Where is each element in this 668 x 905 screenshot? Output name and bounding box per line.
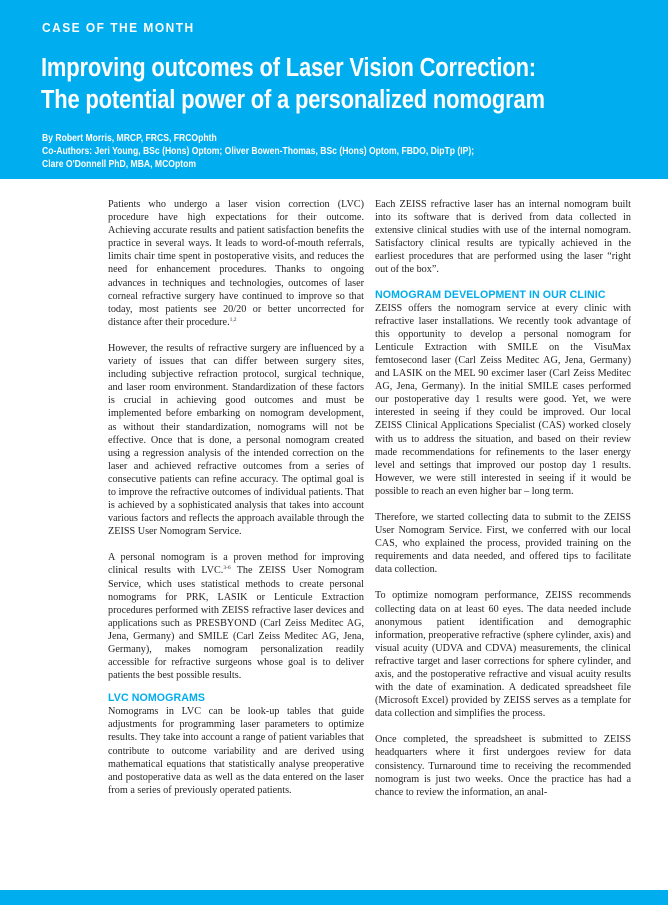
subhead-nomogram-development: NOMOGRAM DEVELOPMENT IN OUR CLINIC — [375, 288, 606, 301]
article-title-line-1: Improving outcomes of Laser Vision Correction: — [41, 54, 536, 82]
subhead-lvc-nomograms: LVC NOMOGRAMS — [108, 692, 206, 705]
paragraph-personal-nomogram — [108, 551, 364, 682]
article-title — [41, 52, 545, 116]
paragraph-clinic-development: ZEISS offers the nomogram service at every clinic with refractive laser installations. We recently took advantage of this opportunity to develop a personal nomogram for Lenticule Extraction with SMILE on the VisuMax femtosecond laser (Carl Zeiss Meditec AG, Jena, Germany) and LASIK on the MEL 90 excimer laser (Carl Zeiss Meditec AG, Jena, Germany). In the initial SMILE cases performed our postoperative day 1 results were good. Yet, we were interested in seeing if they could be improved. Our local ZEISS Clinical Applications Specialist (CAS) worked closely with us to address the situation, and based on their review made recommendations for refinements to the laser energy level and settings that improved our postop day 1 results. However, we were still interested in seeing if it would be possible to reach an even higher bar – long term. — [375, 302, 631, 497]
byline-coauthors-2: Clare O'Donnell PhD, MBA, MCOptom — [42, 159, 196, 171]
byline-coauthors-1: Co-Authors: Jeri Young, BSc (Hons) Optom; Oliver Bowen-Thomas, BSc (Hons) Optom, FBDO, DipTp (IP); — [42, 146, 475, 158]
byline — [42, 132, 474, 172]
left-column — [108, 198, 364, 797]
byline-author: By Robert Morris, MRCP, FRCS, FRCOphth — [42, 133, 217, 144]
paragraph-intro — [108, 198, 364, 329]
paragraph-data-collection: Therefore, we started collecting data to submit to the ZEISS User Nomogram Service. First, we conferred with our local CAS, who explained the process, provided training on the requirements and data needed, and offered tips to facilitate data collection. — [375, 511, 631, 576]
paragraph-internal-nomogram: Each ZEISS refractive laser has an internal nomogram built into its software that is derived from data collected in extensive clinical studies with use of the internal nomogram. Satisfactory clinical results are typically achieved in the earliest procedures that are performed using the laser “right out of the box”. — [375, 199, 631, 276]
paragraph-intro-text: Patients who undergo a laser vision correction (LVC) procedure have high expectations for their outcome. Achieving accurate results and patient satisfaction benefits the practice in several ways. It leads to word-of-mouth referrals, limits chair time spent in postoperative visits, and reduces the need for enhancement procedures. Thanks to ongoing advances in techniques and technologies, outcomes of laser corneal refractive surgery have continued to improve so that today, most patients see 20/20 or better uncorrected for distance after their procedure. — [108, 199, 364, 328]
paragraph-personal-nomogram-text-a: A personal nomogram is a proven method for improving clinical results with LVC. — [108, 552, 364, 577]
section-kicker: CASE OF THE MONTH — [42, 20, 195, 35]
paragraph-submission: Once completed, the spreadsheet is submitted to ZEISS headquarters where it first undergoes review for data consistency. Turnaround time to receiving the recommended nomogram is just two weeks. Once the practice has had a chance to review the information, an anal- — [375, 734, 631, 798]
right-column — [375, 198, 631, 799]
article-title-line-2: The potential power of a personalized nomogram — [41, 86, 545, 114]
reference-marker: 1,2 — [229, 316, 237, 323]
paragraph-influences: However, the results of refractive surgery are influenced by a variety of issues that can differ between surgery sites, including subjective refraction protocol, surgical technique, and laser room environment. Standardization of these factors is crucial in achieving good outcomes and must be implemented before embarking on nomogram development, as without their standardization, nomograms will not be effective. Once that is done, a personal nomogram created using a regression analysis of the intended correction on the laser and achieved refractive outcomes from a series of consecutive patients can refine accuracy. The optimal goal is to improve the refractive outcomes of individual patients. That is achieved by a sophisticated analysis that takes into account various factors and reflects the approach available through the ZEISS User Nomogram Service. — [108, 342, 364, 538]
paragraph-optimize-performance: To optimize nomogram performance, ZEISS recommends collecting data on at least 60 eyes. The data needed include anonymous patient identification and demographic information, preoperative refractive (sphere cylinder, axis) and visual acuity (UDVA and CDVA) measurements, the clinical refractive target and laser corrections for sphere cylinder, and axis, and the postoperative refractive and visual acuity results with the date of examination. A dedicated spreadsheet file (Microsoft Excel) provided by ZEISS serves as a template for data collection and simplifies the process. — [375, 590, 631, 720]
article-header — [0, 0, 668, 179]
reference-marker: 3-6 — [223, 565, 231, 572]
paragraph-personal-nomogram-text-b: The ZEISS User Nomogram Service, which uses statistical methods to create personal nomograms for PRK, LASIK or Lenticule Extraction procedures performed with ZEISS refractive laser devices and applications such as PRESBYOND (Carl Zeiss Meditec AG, Jena, Germany) and SMILE (Carl Zeiss Meditec AG, Jena, Germany), makes nomogram personalization readily accessible for refractive surgeons whose goal is to deliver patients the best possible results. — [108, 565, 364, 682]
paragraph-lvc-nomograms: Nomograms in LVC can be look-up tables that guide adjustments for programming laser parameters to optimize results. They take into account a range of patient variables that contribute to outcome variability and are derived using mathematical equations that statistically analyse preoperative and postoperative data as well as the data entered on the laser from a series of previously operated patients. — [108, 706, 364, 796]
footer-bar — [0, 890, 668, 905]
